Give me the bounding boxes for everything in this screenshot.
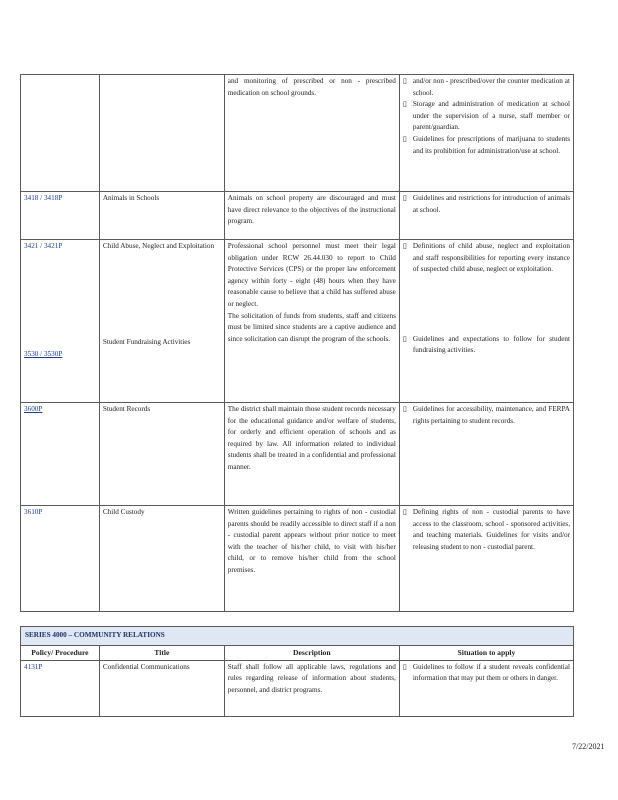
policy-cell	[21, 75, 100, 192]
column-header-situation: Situation to apply	[399, 645, 573, 660]
situation-item: ▯ Guidelines and expectations to follow for student fundraising activities.	[403, 334, 570, 357]
policy-table-series-4000	[20, 626, 574, 717]
title-cell: Child Custody	[99, 506, 224, 612]
table-row	[21, 403, 574, 506]
table-row	[21, 506, 574, 612]
situation-item: ▯ Guidelines for accessibility, maintenance, and FERPA rights pertaining to student records.	[403, 404, 570, 427]
table-row	[21, 192, 574, 240]
table-row	[21, 660, 574, 716]
situation-item: ▯ and/or non - prescribed/over the counter medication at school.	[403, 76, 570, 99]
description-cell	[224, 240, 399, 403]
title-cell: Student Records	[99, 403, 224, 506]
series-title: SERIES 4000 – COMMUNITY RELATIONS	[21, 627, 574, 646]
situation-cell	[399, 75, 573, 192]
table-row	[21, 240, 574, 403]
column-header-title: Title	[99, 645, 224, 660]
column-header-description: Description	[224, 645, 399, 660]
policy-link[interactable]: 3418 / 3418P	[24, 194, 63, 202]
situation-item: ▯ Guidelines for prescriptions of marijuana to students and its prohibition for administration/use at school.	[403, 134, 570, 157]
policy-description: The solicitation of funds from students, staff and citizens must be limited since students are a captive audience and since solicitation can disrupt the program of the schools.	[227, 311, 396, 343]
situation-cell	[399, 403, 573, 506]
series-header-row	[21, 627, 574, 646]
description-cell: Staff shall follow all applicable laws, regulations and rules regarding release of information about students, personnel, and district programs.	[224, 660, 399, 716]
policy-link[interactable]: 3610P	[24, 508, 43, 516]
situation-item: ▯ Defining rights of non - custodial parents to have access to the classroom, school - sponsored activities, and teaching materials. Guidelines for visits and/or releasing student to non - custodial parent.	[403, 507, 570, 553]
policy-description: Professional school personnel must meet their legal obligation under RCW 26.44.030 to report to Child Protective Services (CPS) or the proper law enforcement agency within forty - eight (48) hours when they have reasonable cause to believe that a child has suffered abuse or neglect.	[227, 242, 396, 308]
situation-item: ▯ Guidelines to follow if a student reveals confidential information that may put them or others in danger.	[403, 662, 570, 685]
situation-item: ▯ Guidelines and restrictions for introduction of animals at school.	[403, 193, 570, 216]
policy-link[interactable]: 4131P	[24, 662, 43, 671]
policy-link[interactable]: 3530 / 3530P	[24, 349, 63, 358]
title-cell	[99, 75, 224, 192]
policy-title: Child Abuse, Neglect and Exploitation	[102, 242, 215, 250]
title-cell: Confidential Communications	[99, 660, 224, 716]
document-date: 7/22/2021	[572, 742, 605, 751]
situation-cell	[399, 240, 573, 403]
description-cell: Written guidelines pertaining to rights of non - custodial parents should be readily accessible to direct staff if a non - custodial parent appears without prior notice to meet with the teacher of his/her child, to visit with his/her child, or to remove his/her child from the school premises.	[224, 506, 399, 612]
policy-title: Student Fundraising Activities	[102, 337, 191, 346]
title-cell	[99, 240, 224, 403]
policy-table-series-3000	[20, 74, 574, 612]
description-cell: Animals on school property are discouraged and must have direct relevance to the objectives of the instructional program.	[224, 192, 399, 240]
situation-cell	[399, 660, 573, 716]
description-cell: and monitoring of prescribed or non - prescribed medication on school grounds.	[224, 75, 399, 192]
table-row	[21, 75, 574, 192]
policy-link[interactable]: 3600P	[24, 405, 43, 413]
title-cell: Animals in Schools	[99, 192, 224, 240]
policy-link[interactable]: 3421 / 3421P	[24, 242, 63, 250]
situation-item: ▯ Definitions of child abuse, neglect and exploitation and staff responsibilities for reporting every instance of suspected child abuse, neglect or exploitation.	[403, 241, 570, 276]
situation-item: ▯ Storage and administration of medication at school under the supervision of a nurse, staff member or parent/guardian.	[403, 99, 570, 134]
column-header-row	[21, 645, 574, 660]
situation-cell	[399, 506, 573, 612]
policy-cell	[21, 240, 100, 403]
situation-cell	[399, 192, 573, 240]
description-cell: The district shall maintain those student records necessary for the educational guidance and/or welfare of students, for orderly and efficient operation of schools and as required by law. All information related to individual students shall be treated in a confidential and professional manner.	[224, 403, 399, 506]
column-header-policy: Policy/ Procedure	[21, 645, 100, 660]
